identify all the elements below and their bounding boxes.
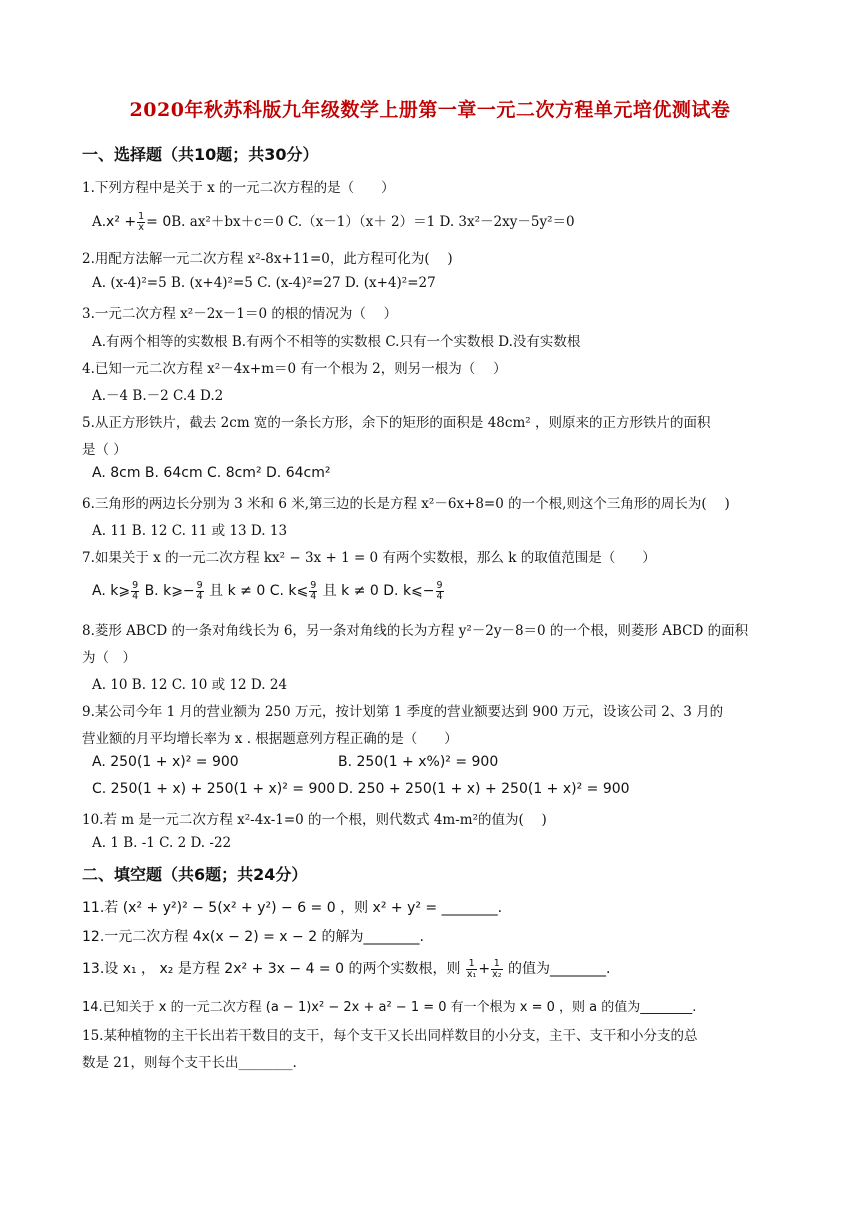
q9-option-a: A. 250(1 + x)² = 900 — [92, 754, 239, 770]
q13-frac-2: $\frac{1}{\text{x₂}}$ — [492, 957, 502, 980]
q5-stem-line2: 是（ ） — [82, 442, 127, 458]
q8-stem-line2: 为（ ） — [82, 650, 136, 666]
q5-stem-line1: 5.从正方形铁片，截去 2cm 宽的一条长方形，余下的矩形的面积是 48cm² ，则原来的正方形铁片的面积 — [82, 415, 711, 431]
q7-stem: 7.如果关于 x 的一元二次方程 kx² − 3x + 1 = 0 有两个实数根，那么 k 的取值范围是（ ） — [82, 550, 656, 566]
q13-frac-1: $\frac{1}{\text{x₁}}$ — [466, 957, 477, 980]
q4-options: A.－4 B.－2 C.4 D.2 — [92, 388, 224, 404]
q6-options: A. 11 B. 12 C. 11 或 13 D. 13 — [92, 523, 288, 539]
q11-stem: 11.若 (x² + y²)² − 5(x² + y²) − 6 = 0 ，则 x² + y² = ________. — [82, 900, 503, 916]
q9-option-c: C. 250(1 + x) + 250(1 + x)² = 900 — [92, 781, 336, 797]
q9-stem-line2: 营业额的月平均增长率为 x . 根据题意列方程正确的是（ ） — [82, 731, 458, 747]
q7-frac-b: $\frac{9}{4}$ — [196, 579, 203, 602]
q13-stem: 13.设 x₁ ， x₂ 是方程 2x² + 3x − 4 = 0 的两个实数根，则 $\frac{1}{\text{x₁}}$ + $\frac{1}{\text{x₂}}$ 的值为________. — [82, 957, 611, 980]
q5-options: A. 8cm B. 64cm C. 8cm² D. 64cm² — [92, 465, 331, 481]
q2-stem: 2.用配方法解一元二次方程 x²-8x+11=0，此方程可化为( ) — [82, 251, 453, 267]
exam-title: 2020年秋苏科版九年级数学上册第一章一元二次方程单元培优测试卷 — [129, 99, 731, 121]
q9-option-b: B. 250(1 + x%)² = 900 — [338, 754, 499, 770]
q8-stem-line1: 8.菱形 ABCD 的一条对角线长为 6，另一条对角线的长为方程 y²－2y－8＝0 的一个根，则菱形 ABCD 的面积 — [82, 623, 749, 639]
section-choice-heading: 一、选择题（共10题；共30分） — [82, 145, 319, 164]
q1-stem: 1.下列方程中是关于 x 的一元二次方程的是（ ） — [82, 180, 395, 196]
q7-frac-a: $\frac{9}{4}$ — [132, 579, 139, 602]
q15-stem-line2: 数是 21，则每个支干长出________. — [82, 1055, 297, 1071]
q1-option-bcd: B. ax²＋bx＋c＝0 C.（x－1）（x＋ 2）＝1 D. 3x²－2xy－5y²＝0 — [171, 214, 575, 230]
section-fill-heading: 二、填空题（共6题；共24分） — [82, 865, 308, 884]
q10-options: A. 1 B. -1 C. 2 D. -22 — [92, 835, 232, 851]
q8-options: A. 10 B. 12 C. 10 或 12 D. 24 — [92, 677, 288, 693]
q7-options: A. k⩾ $\frac{9}{4}$ B. k⩾− $\frac{9}{4}$ 且 k ≠ 0 C. k⩽ $\frac{9}{4}$ 且 k ≠ 0 D. k⩽− $\frac{9}{4}$ — [92, 579, 443, 602]
q3-options: A.有两个相等的实数根 B.有两个不相等的实数根 C.只有一个实数根 D.没有实数根 — [92, 334, 581, 350]
q14-stem: 14.已知关于 x 的一元二次方程 (a − 1)x² − 2x + a² − 1 = 0 有一个根为 x = 0 ，则 a 的值为________. — [82, 1000, 697, 1015]
q15-stem-line1: 15.某种植物的主干长出若干数目的支干，每个支干又长出同样数目的小分支，主干、支干和小分支的总 — [82, 1028, 698, 1044]
q6-stem: 6.三角形的两边长分别为 3 米和 6 米,第三边的长是方程 x²－6x+8=0 的一个根,则这个三角形的周长为( ) — [82, 496, 730, 512]
q2-options: A. (x-4)²=5 B. (x+4)²=5 C. (x-4)²=27 D. (x+4)²=27 — [92, 275, 436, 291]
q10-stem: 10.若 m 是一元二次方程 x²-4x-1=0 的一个根，则代数式 4m-m²的值为( ) — [82, 812, 547, 828]
q1-option-a-expr: x² + $\frac{1}{x}$ = 0 — [106, 210, 172, 233]
q7-frac-d: $\frac{9}{4}$ — [436, 579, 443, 602]
q4-stem: 4.已知一元二次方程 x²－4x+m＝0 有一个根为 2，则另一根为（ ） — [82, 361, 507, 377]
q7-frac-c: $\frac{9}{4}$ — [310, 579, 317, 602]
q12-stem: 12.一元二次方程 4x(x − 2) = x − 2 的解为________. — [82, 929, 425, 945]
q1-options — [92, 210, 575, 233]
q9-stem-line1: 9.某公司今年 1 月的营业额为 250 万元，按计划第 1 季度的营业额要达到 900 万元，设该公司 2、3 月的 — [82, 704, 724, 720]
q1-fraction: $\frac{1}{x}$ — [138, 210, 145, 233]
q3-stem: 3.一元二次方程 x²－2x－1＝0 的根的情况为（ ） — [82, 306, 398, 322]
q1-option-a-label: A. — [92, 214, 107, 230]
q9-option-d: D. 250 + 250(1 + x) + 250(1 + x)² = 900 — [338, 781, 630, 797]
